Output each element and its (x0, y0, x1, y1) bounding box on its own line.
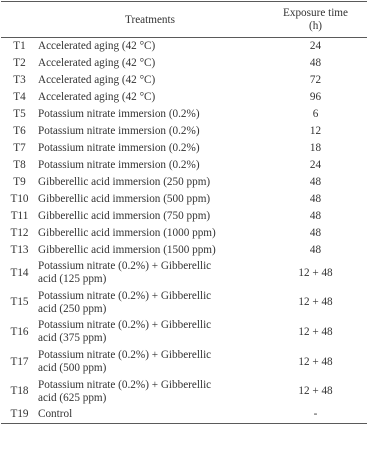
treatment-text-line: Potassium nitrate (0.2%) + Gibberellic (38, 349, 212, 362)
treatment-text-line: Accelerated aging (42 °C) (38, 39, 156, 52)
table-row (1, 259, 367, 289)
exposure-time-cell: 48 (309, 243, 322, 256)
treatment-cell (36, 208, 264, 225)
treatment-id-cell: T13 (10, 243, 29, 256)
table-row (1, 157, 367, 174)
exposure-header-line: Exposure time (283, 7, 348, 19)
table-row (1, 72, 367, 89)
treatment-id-cell: T2 (13, 56, 26, 69)
treatment-text-line: Gibberellic acid immersion (750 ppm) (38, 209, 211, 222)
id-column-header (1, 2, 36, 38)
table-row (1, 140, 367, 157)
treatment-cell (36, 89, 264, 106)
treatment-text-line: Potassium nitrate immersion (0.2%) (38, 124, 200, 137)
treatment-text-line: Control (38, 408, 73, 421)
table-row (1, 123, 367, 140)
table-row (1, 174, 367, 191)
treatment-cell (36, 157, 264, 174)
treatment-id-cell: T18 (10, 385, 29, 398)
exposure-column-header (264, 2, 367, 38)
treatment-id-cell: T7 (13, 141, 26, 154)
exposure-time-cell: 72 (309, 73, 322, 86)
treatment-text-line: Gibberellic acid immersion (1000 ppm) (38, 226, 216, 239)
treatment-text-line: Accelerated aging (42 °C) (38, 90, 156, 103)
exposure-time-cell: 12 + 48 (298, 385, 333, 398)
treatment-id-cell: T8 (13, 158, 26, 171)
exposure-time-cell: 12 (309, 124, 322, 137)
exposure-time-cell: 48 (309, 226, 322, 239)
treatment-text-line: Potassium nitrate (0.2%) + Gibberellic (38, 378, 212, 391)
treatment-text-line: Potassium nitrate immersion (0.2%) (38, 158, 200, 171)
treatment-cell (36, 318, 264, 348)
treatment-text-line: Accelerated aging (42 °C) (38, 73, 156, 86)
treatment-id-cell: T12 (10, 226, 29, 239)
table-row (1, 377, 367, 407)
exposure-time-cell: 24 (309, 158, 322, 171)
exposure-time-cell: 48 (309, 175, 322, 188)
treatments-column-header: Treatments (36, 2, 264, 38)
treatment-text-line: Gibberellic acid immersion (1500 ppm) (38, 243, 216, 256)
treatment-cell (36, 406, 264, 423)
treatment-cell (36, 72, 264, 89)
treatment-text-line: Gibberellic acid immersion (500 ppm) (38, 192, 211, 205)
treatment-cell (36, 140, 264, 157)
treatment-id-cell: T16 (10, 325, 29, 338)
exposure-time-cell: 96 (309, 90, 322, 103)
table-row (1, 208, 367, 225)
treatment-cell (36, 191, 264, 208)
treatment-cell (36, 123, 264, 140)
treatment-text-line: acid (125 ppm) (38, 273, 107, 286)
table-header (1, 2, 367, 38)
treatment-text-line: Potassium nitrate immersion (0.2%) (38, 141, 200, 154)
exposure-header-unit: (h) (308, 19, 323, 32)
table-row (1, 225, 367, 242)
header-row (1, 2, 367, 38)
treatment-text-line: acid (250 ppm) (38, 302, 107, 315)
treatment-id-cell: T1 (13, 39, 26, 52)
table-row (1, 318, 367, 348)
treatment-text-line: Accelerated aging (42 °C) (38, 56, 156, 69)
table-row (1, 89, 367, 106)
treatment-text-line: acid (500 ppm) (38, 362, 107, 375)
exposure-time-cell: - (264, 406, 367, 423)
treatment-id-cell: T5 (13, 107, 26, 120)
treatment-text-line: Potassium nitrate (0.2%) + Gibberellic (38, 289, 212, 302)
exposure-time-cell: 6 (312, 107, 319, 120)
treatment-text-line: Potassium nitrate immersion (0.2%) (38, 107, 200, 120)
table-row (1, 347, 367, 377)
table-row (1, 191, 367, 208)
table-row (1, 242, 367, 259)
treatment-cell (36, 38, 264, 55)
exposure-time-cell: 24 (309, 39, 322, 52)
treatment-text-line: Potassium nitrate (0.2%) + Gibberellic (38, 260, 212, 273)
treatment-cell (36, 288, 264, 318)
table-row (1, 288, 367, 318)
exposure-time-cell: 48 (309, 209, 322, 222)
treatment-id-cell: T6 (13, 124, 26, 137)
treatment-id-cell: T14 (10, 266, 29, 279)
treatment-text-line: Gibberellic acid immersion (250 ppm) (38, 175, 211, 188)
exposure-time-cell: 18 (309, 141, 322, 154)
treatment-cell (36, 225, 264, 242)
treatment-cell (36, 55, 264, 72)
treatment-cell (36, 347, 264, 377)
treatment-cell (36, 377, 264, 407)
exposure-time-cell: 48 (309, 56, 322, 69)
treatment-id-cell: T9 (13, 175, 26, 188)
exposure-time-cell: 12 + 48 (298, 355, 333, 368)
treatment-cell (36, 242, 264, 259)
treatment-id-cell: T17 (10, 355, 29, 368)
treatments-table (1, 1, 367, 424)
treatment-id-cell: T19 (1, 406, 36, 423)
treatment-text-line: acid (375 ppm) (38, 332, 107, 345)
treatment-text-line: Potassium nitrate (0.2%) + Gibberellic (38, 319, 212, 332)
table-body (1, 38, 367, 424)
exposure-time-cell: 48 (309, 192, 322, 205)
treatment-id-cell: T11 (10, 209, 29, 222)
treatment-id-cell: T10 (10, 192, 29, 205)
table-row (1, 106, 367, 123)
treatment-id-cell: T4 (13, 90, 26, 103)
treatment-cell (36, 174, 264, 191)
table-row (1, 406, 367, 423)
treatment-cell (36, 259, 264, 289)
table-row (1, 38, 367, 55)
treatment-id-cell: T15 (10, 296, 29, 309)
treatment-text-line: acid (625 ppm) (38, 391, 107, 404)
treatment-id-cell: T3 (13, 73, 26, 86)
table-row (1, 55, 367, 72)
treatment-cell (36, 106, 264, 123)
exposure-time-cell: 12 + 48 (298, 266, 333, 279)
exposure-time-cell: 12 + 48 (298, 296, 333, 309)
exposure-time-cell: 12 + 48 (298, 325, 333, 338)
